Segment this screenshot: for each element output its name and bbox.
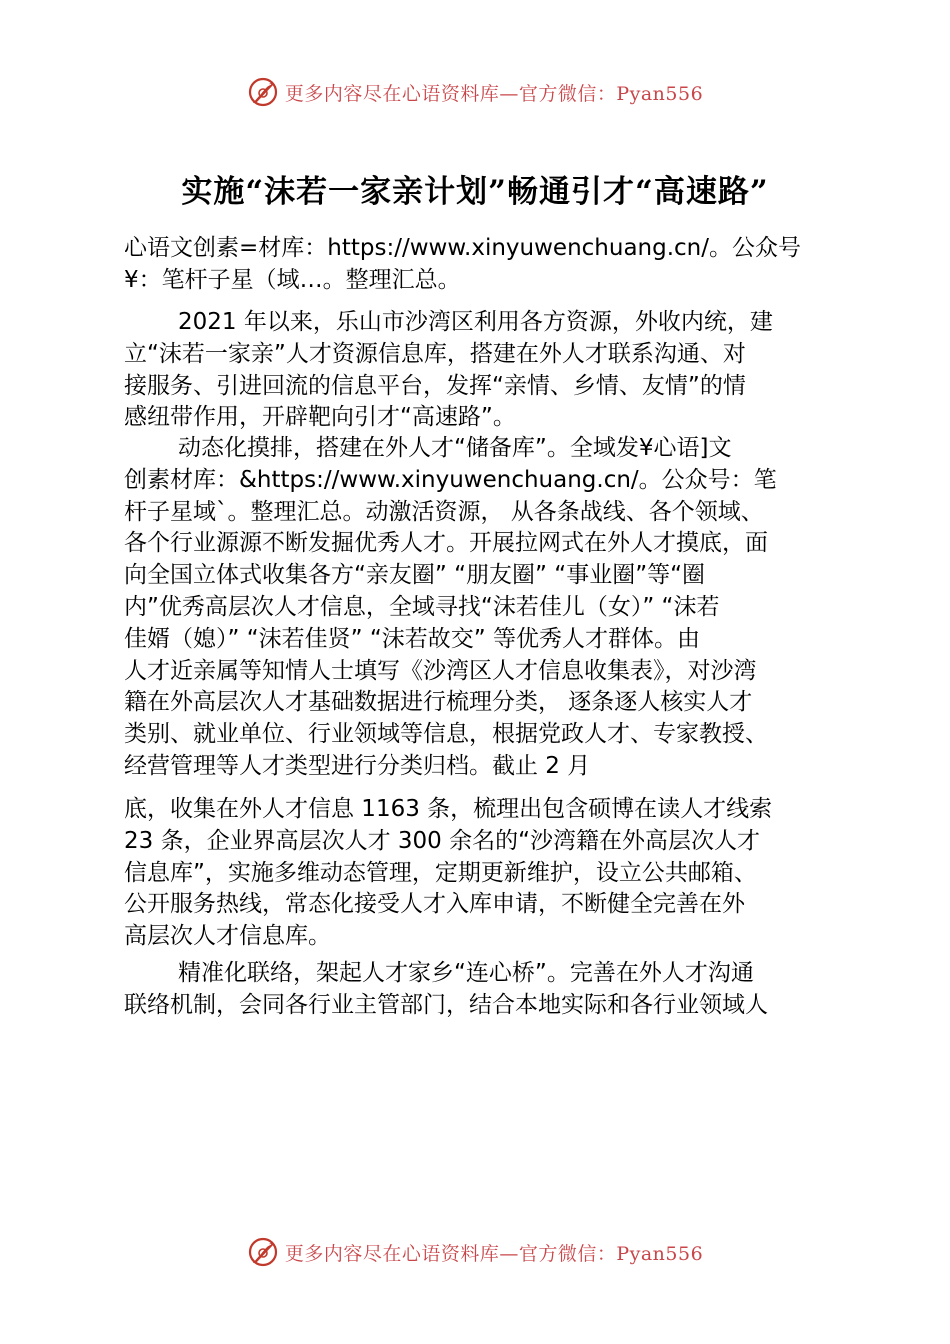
text-line: 佳婿（媳）” “沫若佳贤” “沫若故交” 等优秀人才群体。由 [124,625,701,652]
text-line: 23 条，企业界高层次人才 300 余名的“沙湾籍在外高层次人才 [124,827,761,854]
text-line: 立“沫若一家亲”人才资源信息库，搭建在外人才联系沟通、对 [124,340,746,367]
text-line: 动态化摸排，搭建在外人才“储备库”。全域发¥心语]文 [178,435,732,461]
paragraph [124,307,844,434]
paragraph [124,233,844,297]
text-line: 创素材库：&https://www.xinyuwenchuang.cn/。公众号：笔 [124,466,777,493]
text-line: 各个行业源源不断发掘优秀人才。开展拉网式在外人才摸底，面 [124,530,768,557]
quill-logo-icon [247,1236,279,1268]
paragraph [124,433,844,783]
footer-banner [0,1232,950,1272]
text-line: 底，收集在外人才信息 1163 条，梳理出包含硕博在读人才线索 [124,796,773,822]
text-line: 经营管理等人才类型进行分类归档。截止 2 月 [124,752,591,779]
text-line: 感纽带作用，开辟靶向引才“高速路”。 [124,404,516,431]
text-line: 2021 年以来，乐山市沙湾区利用各方资源，外收内统，建 [178,309,773,335]
text-line: 心语文创素=材库：https://www.xinyuwenchuang.cn/。公众号 [124,235,802,261]
text-line: 高层次人才信息库。 [124,923,331,950]
text-line: 公开服务热线，常态化接受人才入库申请，不断健全完善在外 [124,891,745,918]
text-line: ¥：笔杆子星（域…。整理汇总。 [124,266,461,293]
text-line: 人才近亲属等知情人士填写《沙湾区人才信息收集表》，对沙湾 [124,657,757,684]
banner-text: 更多内容尽在心语资料库—官方微信：Pyan556 [284,1242,704,1265]
text-line: 杆子星域`。整理汇总。动激活资源， 从各条战线、各个领域、 [124,498,764,525]
text-line: 信息库”，实施多维动态管理，定期更新维护，设立公共邮箱、 [124,859,757,886]
paragraph [124,958,844,1022]
text-line: 向全国立体式收集各方“亲友圈” “朋友圈” “事业圈”等“圈 [124,562,706,589]
header-banner [0,72,950,112]
text-line: 接服务、引进回流的信息平台，发挥“亲情、乡情、友情”的情 [124,372,746,399]
paragraph [124,794,844,953]
quill-logo-icon [247,76,279,108]
document-title: 实施“沫若一家亲计划”畅通引才“高速路” [181,174,769,210]
text-line: 精准化联络，架起人才家乡“连心桥”。完善在外人才沟通 [178,960,754,986]
text-line: 籍在外高层次人才基础数据进行梳理分类， 逐条逐人核实人才 [124,689,753,716]
text-line: 内”优秀高层次人才信息，全域寻找“沫若佳儿（女）” “沫若 [124,593,720,620]
text-line: 联络机制，会同各行业主管部门，结合本地实际和各行业领域人 [124,991,768,1018]
text-line: 类别、就业单位、行业领域等信息，根据党政人才、专家教授、 [124,721,768,748]
banner-text: 更多内容尽在心语资料库—官方微信：Pyan556 [284,82,704,105]
